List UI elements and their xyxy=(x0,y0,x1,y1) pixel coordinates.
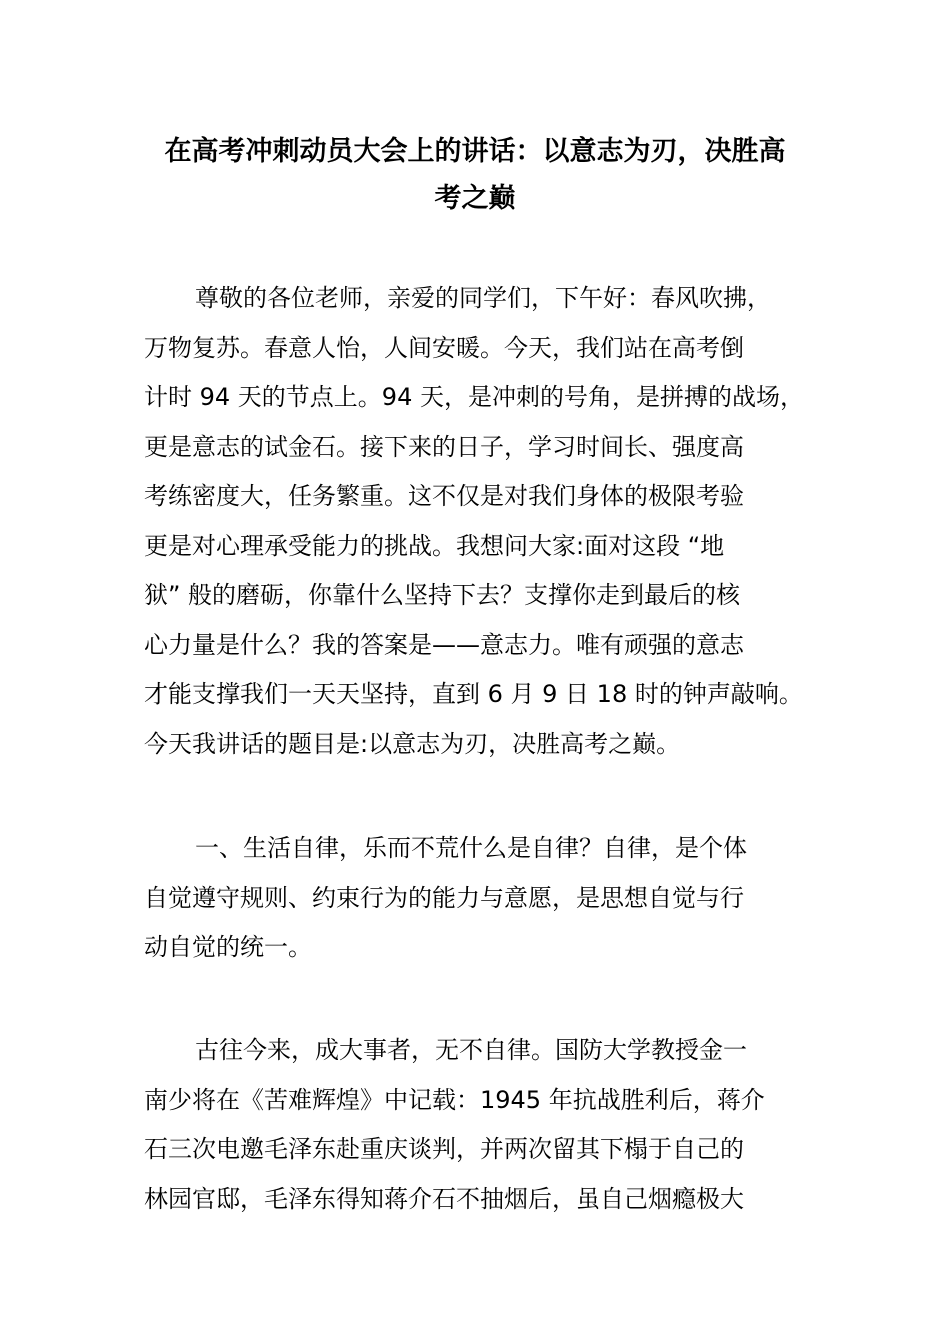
paragraph-line: 更是意志的试金石。接下来的日子，学习时间长、强度高 xyxy=(144,432,744,461)
paragraph-line: 才能支撑我们一天天坚持，直到 6 月 9 日 18 时的钟声敲响。 xyxy=(144,680,803,708)
paragraph-line: 自觉遵守规则、约束行为的能力与意愿，是思想自觉与行 xyxy=(144,883,744,912)
document-title xyxy=(140,128,810,222)
paragraph-line: 万物复苏。春意人怡，人间安暖。今天，我们站在高考倒 xyxy=(144,333,744,362)
paragraph-line: 石三次电邀毛泽东赴重庆谈判，并两次留其下榻于自己的 xyxy=(144,1135,744,1163)
paragraph-line: 考练密度大，任务繁重。这不仅是对我们身体的极限考验 xyxy=(144,482,744,510)
paragraph-line: 林园官邸，毛泽东得知蒋介石不抽烟后，虽自己烟瘾极大 xyxy=(144,1184,744,1213)
paragraph-line: 南少将在《苦难辉煌》中记载：1945 年抗战胜利后，蒋介 xyxy=(144,1085,765,1114)
paragraph-greeting xyxy=(144,274,844,769)
paragraph-history xyxy=(144,1026,844,1224)
title-line: 在高考冲刺动员大会上的讲话：以意志为刃，决胜高 xyxy=(164,136,786,167)
paragraph-section-one xyxy=(144,824,844,973)
paragraph-line: 一、生活自律，乐而不荒什么是自律？自律，是个体 xyxy=(195,834,747,862)
paragraph-line: 尊敬的各位老师，亲爱的同学们，下午好：春风吹拂， xyxy=(195,284,771,312)
title-line: 考之巅 xyxy=(434,183,516,214)
paragraph-line: 计时 94 天的节点上。94 天，是冲刺的号角，是拼搏的战场， xyxy=(144,383,804,411)
paragraph-line: 今天我讲话的题目是:以意志为刃，决胜高考之巅。 xyxy=(144,729,681,758)
paragraph-line: 动自觉的统一。 xyxy=(144,933,312,961)
paragraph-line: 心力量是什么？我的答案是——意志力。唯有顽强的意志 xyxy=(144,630,744,659)
paragraph-line: 古往今来，成大事者，无不自律。国防大学教授金一 xyxy=(195,1036,747,1064)
paragraph-line: 更是对心理承受能力的挑战。我想问大家:面对这段 “地 xyxy=(144,531,725,560)
paragraph-line: 狱” 般的磨砺，你靠什么坚持下去？支撑你走到最后的核 xyxy=(144,581,741,609)
